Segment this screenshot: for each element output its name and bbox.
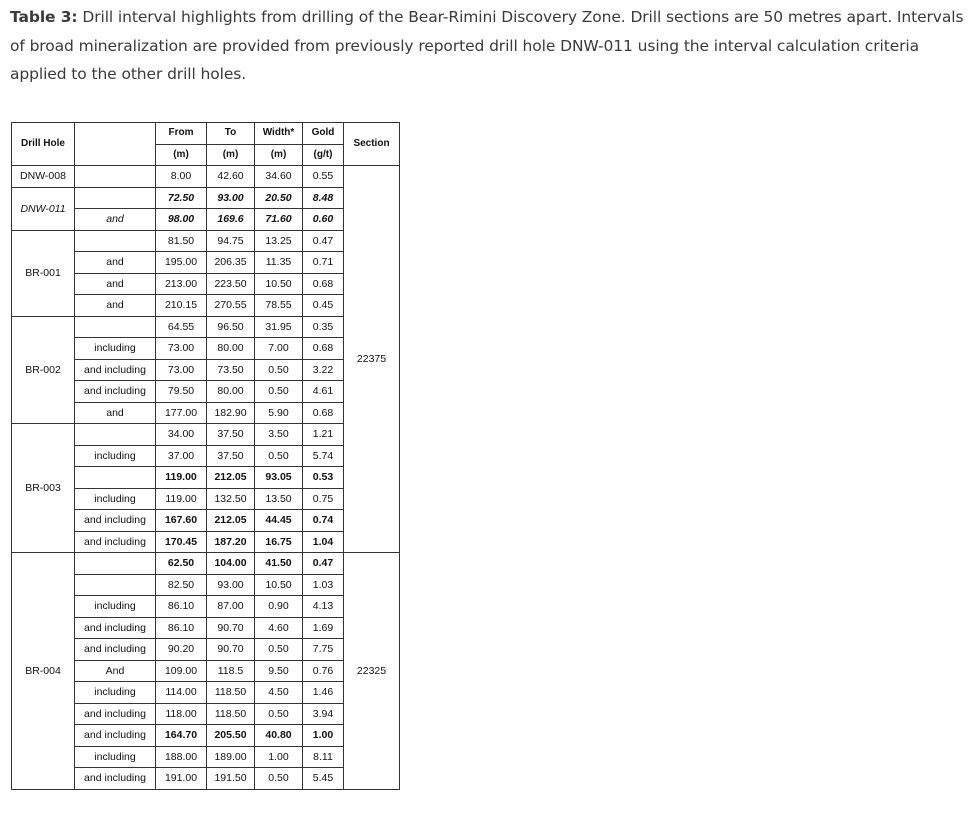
to-cell: 96.50 <box>207 316 255 338</box>
from-cell: 90.20 <box>156 639 207 661</box>
qualifier-cell <box>75 424 156 446</box>
qualifier-cell: and <box>75 252 156 274</box>
to-cell: 223.50 <box>207 273 255 295</box>
drill-hole-cell: DNW-008 <box>12 166 75 188</box>
width-cell: 9.50 <box>255 660 303 682</box>
table-row <box>12 230 400 252</box>
from-cell: 191.00 <box>156 768 207 790</box>
gold-cell: 5.45 <box>303 768 344 790</box>
from-cell: 177.00 <box>156 402 207 424</box>
from-cell: 73.00 <box>156 338 207 360</box>
width-cell: 16.75 <box>255 531 303 553</box>
section-cell: 22325 <box>344 553 400 790</box>
from-cell: 64.55 <box>156 316 207 338</box>
drill-hole-cell: BR-003 <box>12 424 75 553</box>
gold-cell: 0.55 <box>303 166 344 188</box>
caption-text: Drill interval highlights from drilling of the Bear-Rimini Discovery Zone. Drill sections are 50 metres apart. Intervals of broad mineralization are provided from previously reported drill hole DNW-011 using the interval calculation criteria applied to the other drill holes. <box>10 8 964 83</box>
from-cell: 73.00 <box>156 359 207 381</box>
drill-hole-cell: BR-002 <box>12 316 75 424</box>
gold-cell: 0.75 <box>303 488 344 510</box>
width-cell: 20.50 <box>255 187 303 209</box>
header-qualifier <box>75 123 156 166</box>
gold-cell: 3.94 <box>303 703 344 725</box>
from-cell: 167.60 <box>156 510 207 532</box>
qualifier-cell <box>75 316 156 338</box>
width-cell: 0.50 <box>255 768 303 790</box>
width-cell: 31.95 <box>255 316 303 338</box>
qualifier-cell: and including <box>75 639 156 661</box>
gold-cell: 7.75 <box>303 639 344 661</box>
qualifier-cell: including <box>75 445 156 467</box>
header-gold: Gold <box>303 123 344 145</box>
gold-cell: 8.48 <box>303 187 344 209</box>
from-cell: 170.45 <box>156 531 207 553</box>
table-row <box>12 166 400 188</box>
header-gold-unit: (g/t) <box>303 144 344 166</box>
width-cell: 40.80 <box>255 725 303 747</box>
from-cell: 82.50 <box>156 574 207 596</box>
gold-cell: 5.74 <box>303 445 344 467</box>
to-cell: 270.55 <box>207 295 255 317</box>
to-cell: 118.50 <box>207 682 255 704</box>
width-cell: 0.50 <box>255 359 303 381</box>
table-row <box>12 553 400 575</box>
to-cell: 37.50 <box>207 445 255 467</box>
to-cell: 118.5 <box>207 660 255 682</box>
gold-cell: 0.35 <box>303 316 344 338</box>
from-cell: 79.50 <box>156 381 207 403</box>
width-cell: 5.90 <box>255 402 303 424</box>
qualifier-cell: and including <box>75 381 156 403</box>
width-cell: 41.50 <box>255 553 303 575</box>
width-cell: 71.60 <box>255 209 303 231</box>
header-to-unit: (m) <box>207 144 255 166</box>
width-cell: 0.90 <box>255 596 303 618</box>
to-cell: 206.35 <box>207 252 255 274</box>
to-cell: 93.00 <box>207 187 255 209</box>
table-row <box>12 187 400 209</box>
gold-cell: 0.53 <box>303 467 344 489</box>
gold-cell: 0.68 <box>303 338 344 360</box>
table-row <box>12 316 400 338</box>
to-cell: 187.20 <box>207 531 255 553</box>
header-from: From <box>156 123 207 145</box>
to-cell: 104.00 <box>207 553 255 575</box>
gold-cell: 0.76 <box>303 660 344 682</box>
qualifier-cell: and including <box>75 531 156 553</box>
gold-cell: 0.71 <box>303 252 344 274</box>
from-cell: 98.00 <box>156 209 207 231</box>
gold-cell: 1.03 <box>303 574 344 596</box>
from-cell: 62.50 <box>156 553 207 575</box>
header-from-unit: (m) <box>156 144 207 166</box>
qualifier-cell: and including <box>75 510 156 532</box>
to-cell: 42.60 <box>207 166 255 188</box>
gold-cell: 0.47 <box>303 553 344 575</box>
drill-hole-cell: BR-001 <box>12 230 75 316</box>
to-cell: 87.00 <box>207 596 255 618</box>
from-cell: 164.70 <box>156 725 207 747</box>
gold-cell: 0.68 <box>303 402 344 424</box>
to-cell: 191.50 <box>207 768 255 790</box>
width-cell: 1.00 <box>255 746 303 768</box>
header-to: To <box>207 123 255 145</box>
width-cell: 0.50 <box>255 703 303 725</box>
drill-intervals-table <box>11 122 400 790</box>
to-cell: 118.50 <box>207 703 255 725</box>
qualifier-cell: including <box>75 682 156 704</box>
qualifier-cell <box>75 230 156 252</box>
qualifier-cell: and <box>75 273 156 295</box>
gold-cell: 0.60 <box>303 209 344 231</box>
to-cell: 189.00 <box>207 746 255 768</box>
from-cell: 119.00 <box>156 467 207 489</box>
gold-cell: 1.69 <box>303 617 344 639</box>
gold-cell: 0.74 <box>303 510 344 532</box>
width-cell: 7.00 <box>255 338 303 360</box>
header-width-unit: (m) <box>255 144 303 166</box>
to-cell: 212.05 <box>207 510 255 532</box>
qualifier-cell: and including <box>75 725 156 747</box>
to-cell: 37.50 <box>207 424 255 446</box>
qualifier-cell: and including <box>75 768 156 790</box>
qualifier-cell: and <box>75 402 156 424</box>
gold-cell: 4.13 <box>303 596 344 618</box>
gold-cell: 8.11 <box>303 746 344 768</box>
to-cell: 73.50 <box>207 359 255 381</box>
qualifier-cell <box>75 574 156 596</box>
gold-cell: 1.04 <box>303 531 344 553</box>
qualifier-cell: And <box>75 660 156 682</box>
width-cell: 13.25 <box>255 230 303 252</box>
header-width: Width* <box>255 123 303 145</box>
width-cell: 4.60 <box>255 617 303 639</box>
width-cell: 10.50 <box>255 574 303 596</box>
from-cell: 8.00 <box>156 166 207 188</box>
to-cell: 90.70 <box>207 617 255 639</box>
qualifier-cell: and <box>75 295 156 317</box>
to-cell: 205.50 <box>207 725 255 747</box>
qualifier-cell: including <box>75 338 156 360</box>
gold-cell: 4.61 <box>303 381 344 403</box>
gold-cell: 1.00 <box>303 725 344 747</box>
width-cell: 0.50 <box>255 445 303 467</box>
to-cell: 94.75 <box>207 230 255 252</box>
to-cell: 90.70 <box>207 639 255 661</box>
from-cell: 86.10 <box>156 617 207 639</box>
drill-hole-cell: BR-004 <box>12 553 75 790</box>
gold-cell: 0.68 <box>303 273 344 295</box>
to-cell: 169.6 <box>207 209 255 231</box>
width-cell: 93.05 <box>255 467 303 489</box>
qualifier-cell: and including <box>75 359 156 381</box>
width-cell: 78.55 <box>255 295 303 317</box>
qualifier-cell <box>75 467 156 489</box>
width-cell: 0.50 <box>255 381 303 403</box>
to-cell: 212.05 <box>207 467 255 489</box>
qualifier-cell: including <box>75 596 156 618</box>
to-cell: 182.90 <box>207 402 255 424</box>
gold-cell: 1.21 <box>303 424 344 446</box>
width-cell: 4.50 <box>255 682 303 704</box>
qualifier-cell <box>75 187 156 209</box>
qualifier-cell: including <box>75 746 156 768</box>
from-cell: 114.00 <box>156 682 207 704</box>
width-cell: 34.60 <box>255 166 303 188</box>
qualifier-cell: and <box>75 209 156 231</box>
qualifier-cell: and including <box>75 617 156 639</box>
qualifier-cell <box>75 166 156 188</box>
from-cell: 34.00 <box>156 424 207 446</box>
table-body <box>12 166 400 790</box>
width-cell: 11.35 <box>255 252 303 274</box>
gold-cell: 1.46 <box>303 682 344 704</box>
table-caption <box>10 3 976 89</box>
gold-cell: 3.22 <box>303 359 344 381</box>
from-cell: 72.50 <box>156 187 207 209</box>
from-cell: 81.50 <box>156 230 207 252</box>
drill-hole-cell: DNW-011 <box>12 187 75 230</box>
qualifier-cell: and including <box>75 703 156 725</box>
width-cell: 44.45 <box>255 510 303 532</box>
to-cell: 80.00 <box>207 338 255 360</box>
from-cell: 210.15 <box>156 295 207 317</box>
from-cell: 109.00 <box>156 660 207 682</box>
from-cell: 86.10 <box>156 596 207 618</box>
from-cell: 188.00 <box>156 746 207 768</box>
gold-cell: 0.45 <box>303 295 344 317</box>
from-cell: 119.00 <box>156 488 207 510</box>
width-cell: 3.50 <box>255 424 303 446</box>
header-section: Section <box>344 123 400 166</box>
header-drill-hole: Drill Hole <box>12 123 75 166</box>
from-cell: 213.00 <box>156 273 207 295</box>
width-cell: 0.50 <box>255 639 303 661</box>
qualifier-cell <box>75 553 156 575</box>
to-cell: 132.50 <box>207 488 255 510</box>
to-cell: 93.00 <box>207 574 255 596</box>
table-row <box>12 424 400 446</box>
width-cell: 13.50 <box>255 488 303 510</box>
to-cell: 80.00 <box>207 381 255 403</box>
caption-label: Table 3: <box>10 8 78 26</box>
from-cell: 37.00 <box>156 445 207 467</box>
section-cell: 22375 <box>344 166 400 553</box>
qualifier-cell: including <box>75 488 156 510</box>
gold-cell: 0.47 <box>303 230 344 252</box>
from-cell: 118.00 <box>156 703 207 725</box>
from-cell: 195.00 <box>156 252 207 274</box>
width-cell: 10.50 <box>255 273 303 295</box>
